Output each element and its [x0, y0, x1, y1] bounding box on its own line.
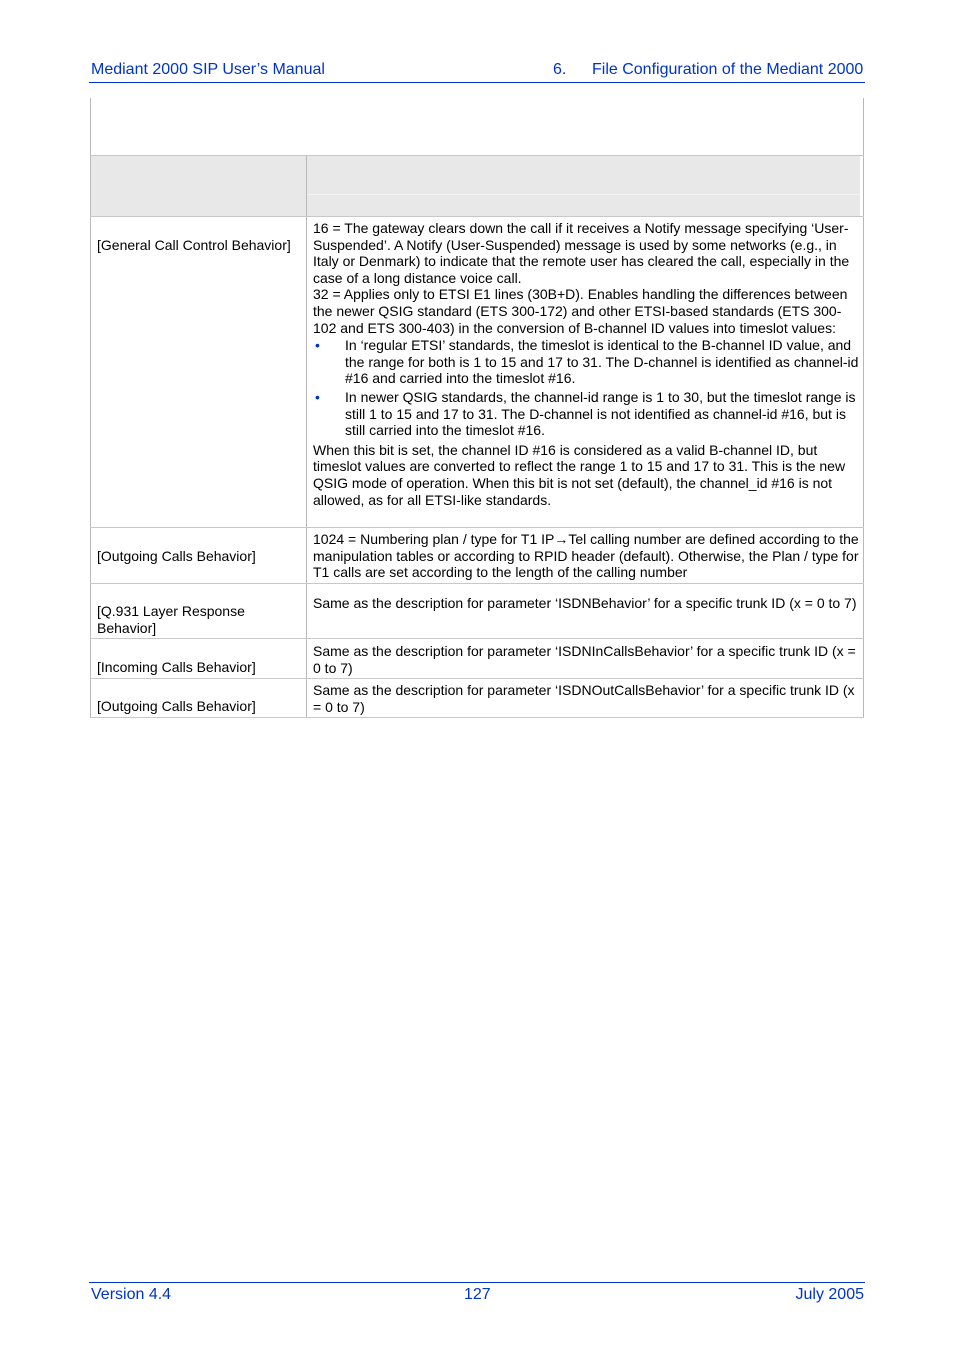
footer-page-number: 127	[464, 1286, 491, 1303]
table-border-right	[863, 98, 864, 718]
list-item	[313, 389, 859, 439]
row-rule	[90, 678, 864, 679]
section-number: 6.	[553, 61, 567, 78]
description-paragraph: When this bit is set, the channel ID #16 is considered as a valid B-channel ID, but timeslot values are converted to reflect the range 1 to 15 and 17 to 31. This is the new QSIG mode of operation. When this bit is not set (default), the channel_id #16 is not allowed, as for all ETSI-like standards.	[313, 441, 846, 508]
footer-rule	[89, 1282, 865, 1283]
table-border-left	[90, 98, 91, 718]
footer-date: July 2005	[795, 1286, 864, 1303]
row-rule	[90, 717, 864, 718]
description-paragraph: 16 = The gateway clears down the call if it receives a Notify message specifying ‘User-Suspended’. A Notify (User-Suspended) message is used by some networks (e.g., in Italy or Denmark) to indicate that the remote user has cleared the call, especially in the case of a long distance voice call.	[313, 220, 850, 286]
row-rule	[307, 194, 860, 195]
section-title: File Configuration of the Mediant 2000	[592, 61, 864, 78]
param-name: [Outgoing Calls Behavior]	[97, 698, 256, 714]
param-name: [Q.931 Layer Response Behavior]	[97, 603, 245, 636]
row-rule	[90, 527, 864, 528]
param-description: Same as the description for parameter ‘ISDNInCallsBehavior’ for a specific trunk ID (x = 0 to 7)	[313, 643, 856, 676]
list-item	[313, 337, 859, 387]
list-item-text: In ‘regular ETSI’ standards, the timeslot is identical to the B-channel ID value, and the range for both is 1 to 15 and 17 to 31. The D-channel is identified as channel-id #16 and carried into the timeslot #16.	[345, 337, 859, 387]
table-column-divider	[306, 155, 307, 718]
parameter-table	[90, 98, 864, 718]
footer-version: Version 4.4	[91, 1286, 172, 1303]
param-description: 1024 = Numbering plan / type for T1 IP→Tel calling number are defined according to the manipulation tables or according to RPID header (default). Otherwise, the Plan / type for T1 calls are set according to the length of the calling number	[313, 531, 859, 581]
header-rule	[89, 82, 865, 83]
bullet-icon: •	[315, 388, 320, 405]
row-rule	[90, 155, 864, 156]
param-name: [General Call Control Behavior]	[97, 237, 291, 253]
row-rule	[90, 638, 864, 639]
bullet-icon: •	[315, 337, 320, 354]
table-header-shade-left	[91, 155, 306, 216]
table-header-shade-right	[307, 155, 860, 216]
param-name: [Incoming Calls Behavior]	[97, 659, 256, 675]
param-description	[313, 220, 859, 508]
table-inner-right	[860, 155, 861, 216]
param-name: [Outgoing Calls Behavior]	[97, 548, 256, 564]
param-description: Same as the description for parameter ‘ISDNBehavior’ for a specific trunk ID (x = 0 to 7)	[313, 595, 857, 611]
list-item-text: In newer QSIG standards, the channel-id range is 1 to 30, but the timeslot range is still 1 to 15 and 17 to 31. The D-channel is not identified as channel-id #16, but is still carried into the timeslot #16.	[345, 388, 856, 439]
row-rule	[90, 216, 864, 217]
param-description: Same as the description for parameter ‘ISDNOutCallsBehavior’ for a specific trunk ID (x = 0 to 7)	[313, 682, 855, 715]
row-rule	[90, 583, 864, 584]
running-header-title: Mediant 2000 SIP User’s Manual	[91, 61, 325, 78]
running-header-section	[553, 61, 863, 79]
description-paragraph: 32 = Applies only to ETSI E1 lines (30B+D). Enables handling the differences between the newer QSIG standard (ETS 300-172) and other ETSI-based standards (ETS 300-102 and ETS 300-403) in the conversion of B-channel ID values into timeslot values:	[313, 286, 848, 336]
